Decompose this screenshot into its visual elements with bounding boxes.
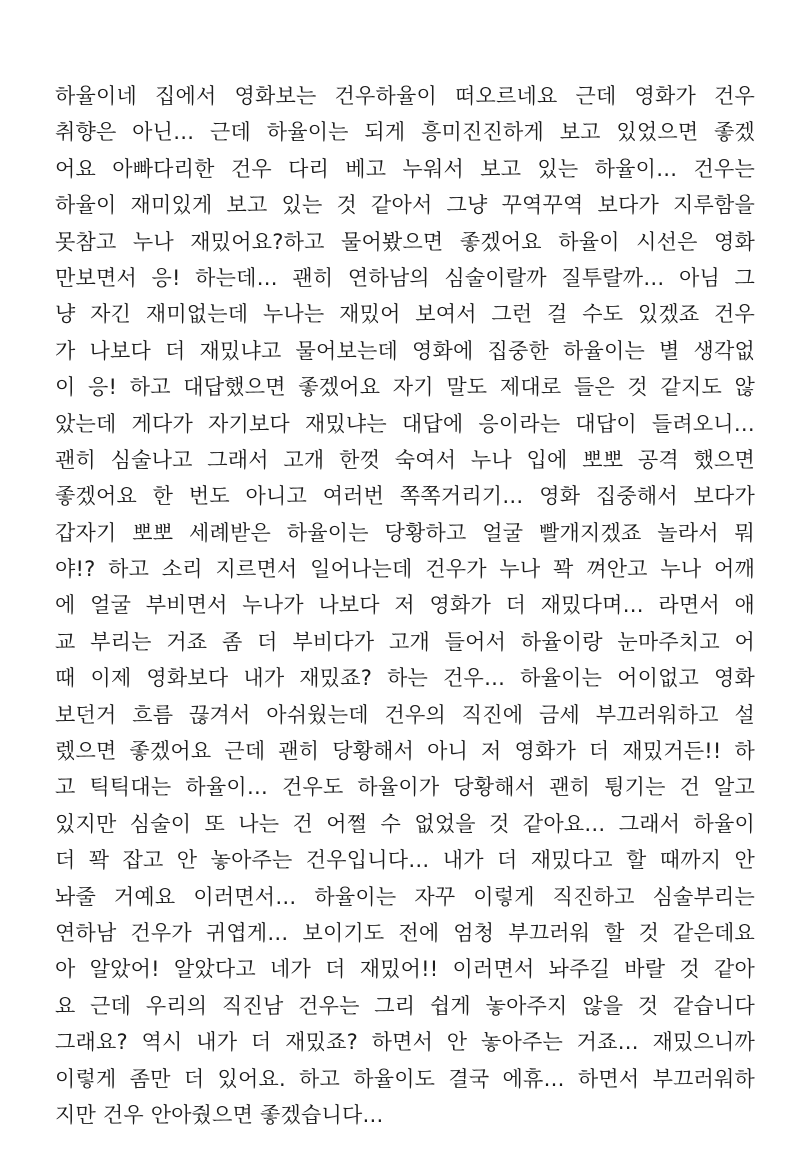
text-line: 취향은 아닌… 근데 하율이는 되게 흥미진진하게 보고 있었으면 좋겠 xyxy=(55,120,755,145)
text-line: 하율이네 집에서 영화보는 건우하율이 떠오르네요 근데 영화가 건우 xyxy=(55,84,755,108)
text-line: 보던거 흐름 끊겨서 아쉬웠는데 건우의 직진에 금세 부끄러워하고 설 xyxy=(55,702,755,727)
text-line: 갑자기 뽀뽀 세례받은 하율이는 당황하고 얼굴 빨개지겠죠 놀라서 뭐 xyxy=(55,520,755,545)
text-line: 더 꽉 잡고 안 놓아주는 건우입니다… 내가 더 재밌다고 할 때까지 안 xyxy=(55,848,755,873)
text-line: 렜으면 좋겠어요 근데 괜히 당황해서 아니 저 영화가 더 재밌거든!! 하 xyxy=(55,739,755,764)
text-line: 냥 자긴 재미없는데 누나는 재밌어 보여서 그런 걸 수도 있겠죠 건우 xyxy=(55,302,755,327)
body-text xyxy=(55,78,755,1133)
text-line: 괜히 심술나고 그래서 고개 한껏 숙여서 누나 입에 뽀뽀 공격 했으면 xyxy=(55,447,755,472)
text-line: 이 응! 하고 대답했으면 좋겠어요 자기 말도 제대로 들은 것 같지도 않 xyxy=(55,375,755,400)
text-line: 지만 건우 안아줬으면 좋겠습니다… xyxy=(55,1102,384,1127)
text-line: 그래요? 역시 내가 더 재밌죠? 하면서 안 놓아주는 거죠… 재밌으니까 xyxy=(55,1030,755,1055)
text-line: 았는데 게다가 자기보다 재밌냐는 대답에 응이라는 대답이 들려오니… xyxy=(55,411,755,436)
text-line: 교 부리는 거죠 좀 더 부비다가 고개 들어서 하율이랑 눈마주치고 어 xyxy=(55,629,755,654)
text-line: 요 근데 우리의 직진남 건우는 그리 쉽게 놓아주지 않을 것 같습니다 xyxy=(55,993,755,1018)
text-line: 하율이 재미있게 보고 있는 것 같아서 그냥 꾸역꾸역 보다가 지루함을 xyxy=(55,193,755,218)
text-line: 야!? 하고 소리 지르면서 일어나는데 건우가 누나 꽉 껴안고 누나 어깨 xyxy=(55,557,755,582)
text-line: 못참고 누나 재밌어요?하고 물어봤으면 좋겠어요 하율이 시선은 영화 xyxy=(55,229,755,254)
text-line: 놔줄 거예요 이러면서… 하율이는 자꾸 이렇게 직진하고 심술부리는 xyxy=(55,884,755,909)
text-line: 있지만 심술이 또 나는 건 어쩔 수 없었을 것 같아요… 그래서 하율이 xyxy=(55,811,755,836)
text-line: 만보면서 응! 하는데… 괜히 연하남의 심술이랄까 질투랄까… 아님 그 xyxy=(55,265,755,290)
text-line: 가 나보다 더 재밌냐고 물어보는데 영화에 집중한 하율이는 별 생각없 xyxy=(55,338,755,363)
text-line: 고 틱틱대는 하율이… 건우도 하율이가 당황해서 괜히 튕기는 건 알고 xyxy=(55,775,755,800)
text-line: 연하남 건우가 귀엽게… 보이기도 전에 엄청 부끄러워 할 것 같은데요 xyxy=(55,920,755,945)
text-line: 에 얼굴 부비면서 누나가 나보다 저 영화가 더 재밌다며… 라면서 애 xyxy=(55,593,755,618)
text-line: 어요 아빠다리한 건우 다리 베고 누워서 보고 있는 하율이… 건우는 xyxy=(55,156,755,181)
text-line: 때 이제 영화보다 내가 재밌죠? 하는 건우… 하율이는 어이없고 영화 xyxy=(55,666,755,691)
text-line: 아 알았어! 알았다고 네가 더 재밌어!! 이러면서 놔주길 바랄 것 같아 xyxy=(55,957,755,982)
text-line: 좋겠어요 한 번도 아니고 여러번 쪽쪽거리기… 영화 집중해서 보다가 xyxy=(55,484,755,509)
text-line: 이렇게 좀만 더 있어요. 하고 하율이도 결국 에휴… 하면서 부끄러워하 xyxy=(55,1066,755,1091)
